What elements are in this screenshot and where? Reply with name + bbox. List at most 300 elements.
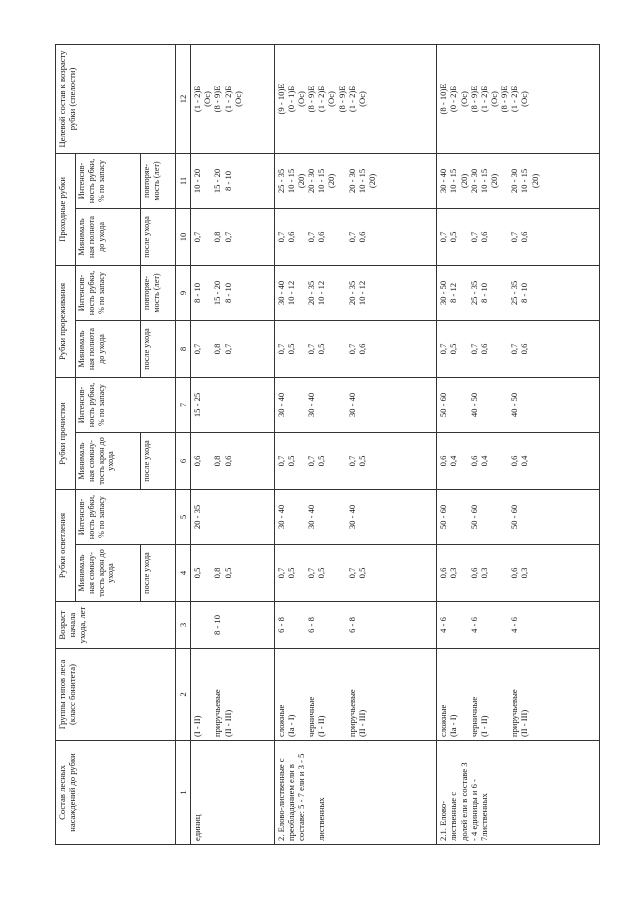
cell-line (316, 381, 326, 429)
cell-line: 0,6 (356, 343, 367, 355)
header-intensity: Интенсив- ность рубки, % по запасу (76, 265, 141, 320)
cell-line: 30 - 40 (346, 392, 357, 418)
cell-line: 20 - 35 (192, 504, 203, 530)
header-min-closure: Минималь ная сомкну- тость крон до ухода (76, 545, 141, 602)
cell-line: приручьевые (212, 689, 223, 737)
cell-line (489, 324, 499, 374)
cell-line (296, 269, 306, 317)
cell-line (337, 269, 347, 317)
cell-line: 4 - 6 (468, 617, 479, 633)
column-number: 2 (176, 649, 191, 741)
header-after: после ухода (141, 432, 176, 489)
cell-line (489, 605, 499, 645)
cell-line: 15 - 25 (192, 392, 203, 418)
cell-line: (II - III) (222, 709, 233, 737)
cell-line: (Ia - I) (448, 714, 459, 737)
cell-line: 0,7 (222, 343, 233, 355)
cell-line: 0,8 (212, 567, 223, 579)
cell-line: (20) (367, 173, 378, 189)
cell-line (499, 269, 509, 317)
column-number: 4 (176, 545, 191, 602)
table-cell-col5 (274, 489, 437, 544)
table-row (437, 44, 600, 844)
cell-line: черничные (306, 696, 317, 737)
cell-line: 0,5 (316, 455, 327, 467)
cell-line (326, 212, 336, 262)
cell-line: 30 - 40 (275, 280, 286, 306)
cell-line: 0,5 (222, 567, 233, 579)
cell-line: долей ели в составе 3 (458, 762, 469, 841)
cell-line: 0,7 (275, 231, 286, 243)
cell-line: 15 - 20 (212, 280, 223, 306)
cell-line: 0,7 (468, 343, 479, 355)
header-forest-type: Группы типов леса (класс бонитета) (56, 649, 176, 741)
cell-line: (20) (489, 173, 500, 189)
column-number: 11 (176, 153, 191, 208)
cell-line: 10 - 15 (285, 168, 296, 194)
table-cell-col4 (274, 545, 437, 602)
cell-line: 10 - 15 (519, 168, 530, 194)
cell-line: 25 - 35 (468, 280, 479, 306)
table-cell-col3 (274, 602, 437, 649)
cell-line: лиственные с (448, 791, 459, 841)
table-cell-col3 (437, 602, 600, 649)
table-cell-col11 (274, 153, 437, 208)
cell-line: (20) (326, 173, 337, 189)
cell-line (459, 605, 469, 645)
cell-line: 7лиственных (478, 793, 489, 841)
cell-line: черничные (468, 696, 479, 737)
column-number: 1 (176, 741, 191, 845)
cell-line (337, 324, 347, 374)
table-cell-col5 (437, 489, 600, 544)
cell-line: 0,7 (509, 343, 520, 355)
cell-line: 0,6 (438, 567, 449, 579)
cell-line: 0,6 (192, 455, 203, 467)
table-cell-col6 (191, 432, 275, 489)
cell-line (326, 605, 336, 645)
cell-line (202, 324, 212, 374)
table-cell-col10 (437, 208, 600, 265)
cell-line: (1 - 2)Б (346, 85, 357, 113)
cell-line: сложные (275, 704, 286, 737)
cell-line: 8 - 12 (448, 282, 459, 304)
header-prohodnye: Проходные рубки (56, 153, 76, 265)
cell-line: (1 - 2)Б (316, 85, 327, 113)
cell-line: 0,7 (438, 231, 449, 243)
table-cell-col8 (274, 320, 437, 377)
cell-line (296, 212, 306, 262)
header-target-composition: Целевой состав к возрасту рубки (спелости) (56, 44, 176, 153)
cell-line (296, 324, 306, 374)
cell-line: (Ос) (326, 91, 337, 107)
header-intensity: Интенсив- ность рубки, % по запасу (76, 153, 141, 208)
cell-line: 50 - 60 (438, 392, 449, 418)
cell-line: (1 - 2)Б (222, 85, 233, 113)
cell-line (489, 493, 499, 541)
table-cell-col6 (437, 432, 600, 489)
table-cell-col8 (191, 320, 275, 377)
cell-line: приручьевые (346, 689, 357, 737)
table-cell-col1 (437, 741, 600, 845)
cell-line: сложные (438, 704, 449, 737)
cell-line: (20) (529, 173, 540, 189)
cell-line: 2. Елово-лиственные с (275, 758, 286, 841)
cell-line (326, 436, 336, 486)
cell-line: 0,8 (212, 343, 223, 355)
cell-line: 0,5 (192, 567, 203, 579)
cell-line: (I - II) (478, 715, 489, 737)
cell-line: (Ос) (296, 91, 307, 107)
cell-line (202, 212, 212, 262)
cell-line (202, 157, 212, 205)
cell-line: приручьевые (509, 689, 520, 737)
cell-line: 0,6 (478, 343, 489, 355)
cell-line: (1 - 2)Б (509, 85, 520, 113)
table-cell-col7 (191, 377, 275, 432)
cell-line: 0,7 (306, 455, 317, 467)
cell-line (286, 605, 296, 645)
cell-line: 0,5 (356, 455, 367, 467)
cell-line (489, 381, 499, 429)
cell-line: (Ос) (356, 91, 367, 107)
cell-line (479, 493, 489, 541)
cell-line: 20 - 30 (509, 168, 520, 194)
cell-line: 0,7 (509, 231, 520, 243)
cell-line (296, 548, 306, 598)
cell-line (489, 548, 499, 598)
cell-line: 0,7 (306, 231, 317, 243)
column-number: 6 (176, 432, 191, 489)
cell-line (296, 605, 306, 645)
cell-line: 0,5 (448, 231, 459, 243)
cell-line: 0,7 (306, 343, 317, 355)
cell-line (499, 212, 509, 262)
cell-line: 0,3 (448, 567, 459, 579)
cell-line: 0,5 (316, 343, 327, 355)
cell-line: 0,7 (306, 567, 317, 579)
cell-line: 0,5 (285, 343, 296, 355)
cell-line: 0,7 (222, 231, 233, 243)
table-cell-col9 (437, 265, 600, 320)
column-number: 9 (176, 265, 191, 320)
cell-line: 20 - 30 (306, 168, 317, 194)
cell-line: 30 - 40 (275, 392, 286, 418)
cell-line: 8 - 10 (478, 282, 489, 304)
cell-line (459, 269, 469, 317)
cell-line: 0,5 (285, 567, 296, 579)
cell-line (448, 605, 458, 645)
cell-line (326, 381, 336, 429)
cell-line: (8 - 9)Е (336, 85, 347, 113)
cell-line (296, 381, 306, 429)
table-cell-col1 (191, 741, 275, 845)
cell-line: 0,7 (192, 231, 203, 243)
table-cell-col6 (274, 432, 437, 489)
cell-line: 0,6 (285, 231, 296, 243)
cell-line (499, 652, 509, 737)
table-cell-col11 (437, 153, 600, 208)
table-cell-col10 (274, 208, 437, 265)
cell-line (202, 548, 212, 598)
cell-line: 0,7 (346, 231, 357, 243)
cell-line: (8 - 9)Е (212, 85, 223, 113)
cell-line (337, 548, 347, 598)
cell-line: 10 - 15 (448, 168, 459, 194)
cell-line (499, 493, 509, 541)
cell-line: 0,7 (346, 343, 357, 355)
cell-line: 4 - 6 (509, 617, 520, 633)
table-cell-col10 (191, 208, 275, 265)
cell-line: 10 - 12 (356, 280, 367, 306)
cell-line: 2.1. Елово- (438, 800, 449, 841)
cell-line: 6 - 8 (346, 617, 357, 633)
cell-line (202, 269, 212, 317)
header-after: после ухода (141, 320, 176, 377)
cell-line (337, 157, 347, 205)
cell-line: единиц (192, 814, 203, 841)
cell-line: 0,7 (346, 567, 357, 579)
cell-line (337, 605, 347, 645)
cell-line: 8 - 10 (192, 282, 203, 304)
cell-line: 8 - 10 (519, 282, 530, 304)
table-cell-col5 (191, 489, 275, 544)
table-cell-col1 (274, 741, 437, 845)
cell-line (479, 605, 489, 645)
table-cell-col3 (191, 602, 275, 649)
cell-line (296, 436, 306, 486)
cell-line: 30 - 40 (306, 392, 317, 418)
cell-line: 30 - 40 (306, 504, 317, 530)
cell-line: 20 - 30 (468, 168, 479, 194)
cell-line (286, 493, 296, 541)
table-cell-col12 (191, 44, 275, 153)
cell-line: (Ос) (519, 91, 530, 107)
header-min-density: Минималь ная полнота до ухода (76, 208, 141, 265)
cell-line: (0 - 2)Б (448, 85, 459, 113)
cell-line (337, 652, 347, 737)
cell-line (306, 744, 316, 841)
cell-line: 0,4 (478, 455, 489, 467)
cell-line (448, 493, 458, 541)
table-cell-col9 (191, 265, 275, 320)
column-number-row (176, 44, 191, 844)
header-min-density: Минималь ная полнота до ухода (76, 320, 141, 377)
cell-line (337, 493, 347, 541)
cell-line: 10 - 20 (192, 168, 203, 194)
cell-line (459, 548, 469, 598)
column-number: 3 (176, 602, 191, 649)
header-repeat: повторяе- мость (лет) (141, 265, 176, 320)
table-cell-col7 (437, 377, 600, 432)
cell-line: 8 - 10 (212, 614, 223, 636)
column-number: 8 (176, 320, 191, 377)
cell-line: 0,5 (356, 567, 367, 579)
thinning-table (55, 44, 600, 845)
cell-line (326, 269, 336, 317)
table-row (274, 44, 437, 844)
cell-line: 0,7 (468, 231, 479, 243)
cell-line: 0,7 (438, 343, 449, 355)
cell-line: 20 - 35 (346, 280, 357, 306)
cell-line: (I - II) (192, 715, 203, 737)
header-osvetlenie: Рубки осветления (56, 489, 76, 601)
cell-line: 40 - 50 (509, 392, 520, 418)
cell-line: 6 - 8 (306, 617, 317, 633)
cell-line: (1 - 2)Б (478, 85, 489, 113)
cell-line: 0,7 (346, 455, 357, 467)
cell-line: 0,6 (222, 455, 233, 467)
cell-line: 0,6 (509, 567, 520, 579)
header-prorezhivanie: Рубки прореживания (56, 265, 76, 377)
cell-line (489, 436, 499, 486)
cell-line: 40 - 50 (468, 392, 479, 418)
header-repeat: повторяе- мость (лет) (141, 153, 176, 208)
header-after: после ухода (141, 208, 176, 265)
cell-line: 25 - 35 (275, 168, 286, 194)
cell-line (337, 381, 347, 429)
cell-line (459, 212, 469, 262)
header-min-closure: Минималь ная сомкну- тость крон до ухода (76, 432, 141, 489)
table-cell-col4 (437, 545, 600, 602)
column-number: 7 (176, 377, 191, 432)
cell-line (337, 212, 347, 262)
cell-line: (II - III) (519, 709, 530, 737)
cell-line: 0,6 (468, 567, 479, 579)
cell-line (326, 652, 336, 737)
cell-line (448, 381, 458, 429)
cell-line: 0,8 (212, 455, 223, 467)
cell-line: (I - II) (316, 715, 327, 737)
cell-line (459, 493, 469, 541)
cell-line: 6 - 8 (275, 617, 286, 633)
cell-line (192, 605, 202, 645)
cell-line: 30 - 40 (346, 504, 357, 530)
header-composition: Состав лесных насаждений до рубки (56, 741, 176, 845)
cell-line: 0,7 (275, 455, 286, 467)
header-prochistka: Рубки прочистки (56, 377, 76, 489)
cell-line: (II - III) (356, 709, 367, 737)
cell-line: 30 - 50 (438, 280, 449, 306)
cell-line (202, 605, 212, 645)
table-cell-col12 (437, 44, 600, 153)
cell-line: 15 - 20 (212, 168, 223, 194)
cell-line: 0,6 (316, 231, 327, 243)
cell-line: (Ос) (202, 91, 213, 107)
cell-line: (1 - 2)Б (192, 85, 203, 113)
cell-line: 0,6 (438, 455, 449, 467)
cell-line: (20) (458, 173, 469, 189)
cell-line: 25 - 35 (509, 280, 520, 306)
cell-line (459, 652, 469, 737)
cell-line (499, 324, 509, 374)
cell-line: 8 - 10 (222, 282, 233, 304)
cell-line: 0,6 (478, 231, 489, 243)
cell-line (499, 436, 509, 486)
header-row-1 (56, 44, 76, 844)
cell-line: 50 - 60 (509, 504, 520, 530)
cell-line (499, 381, 509, 429)
cell-line (489, 652, 499, 737)
cell-line: 10 - 12 (316, 280, 327, 306)
cell-line (489, 212, 499, 262)
cell-line (479, 381, 489, 429)
cell-line: 0,6 (519, 343, 530, 355)
cell-line (316, 605, 326, 645)
cell-line (326, 493, 336, 541)
cell-line: 0,4 (448, 455, 459, 467)
cell-line (459, 436, 469, 486)
cell-line (296, 652, 306, 737)
cell-line: (8 - 9)Е (306, 85, 317, 113)
cell-line: 0,7 (275, 343, 286, 355)
cell-line (459, 381, 469, 429)
cell-line (326, 324, 336, 374)
cell-line (499, 605, 509, 645)
cell-line: составе: 5 - 7 ели и 3 - 5 (296, 753, 307, 841)
table-cell-col7 (274, 377, 437, 432)
table-cell-col2 (437, 649, 600, 741)
cell-line: 0,5 (285, 455, 296, 467)
cell-line: 50 - 60 (438, 504, 449, 530)
cell-line (326, 548, 336, 598)
cell-line: 8 - 10 (222, 170, 233, 191)
cell-line: 50 - 60 (468, 504, 479, 530)
cell-line: (0 - 1)Б (285, 85, 296, 113)
cell-line (286, 381, 296, 429)
cell-line: (Ос) (232, 91, 243, 107)
cell-line: 10 - 12 (285, 280, 296, 306)
header-intensity: Интенсив- ность рубки, % по запасу (76, 489, 176, 544)
cell-line: (8 - 9)Е (468, 85, 479, 113)
cell-line (202, 436, 212, 486)
cell-line: 0,6 (468, 455, 479, 467)
rotated-page (55, 45, 600, 845)
column-number: 5 (176, 489, 191, 544)
cell-line: 20 - 30 (346, 168, 357, 194)
table-cell-col12 (274, 44, 437, 153)
cell-line: 0,6 (356, 231, 367, 243)
header-after: после ухода (141, 545, 176, 602)
cell-line: 0,8 (212, 231, 223, 243)
cell-line: (9 - 10)Е (275, 83, 286, 115)
table-cell-col2 (274, 649, 437, 741)
cell-line: - 4 единицы и 6 - (468, 779, 479, 841)
cell-line: 0,6 (519, 231, 530, 243)
cell-line: 30 - 40 (275, 504, 286, 530)
header-start-age: Возраст начала ухода, лет (56, 602, 176, 649)
cell-line: лиственных (316, 797, 327, 841)
cell-line: 4 - 6 (438, 617, 449, 633)
column-number: 10 (176, 208, 191, 265)
cell-line: 0,6 (509, 455, 520, 467)
cell-line (499, 548, 509, 598)
cell-line: 0,7 (192, 343, 203, 355)
cell-line: 0,3 (519, 567, 530, 579)
cell-line: 0,7 (275, 567, 286, 579)
header-intensity: Интенсив- ность рубки, % по запасу (76, 377, 176, 432)
table-cell-col9 (274, 265, 437, 320)
cell-line: (Ос) (489, 91, 500, 107)
table-row (191, 44, 275, 844)
cell-line: 0,5 (448, 343, 459, 355)
cell-line: 0,5 (316, 567, 327, 579)
cell-line: (Ia - I) (285, 714, 296, 737)
cell-line (499, 157, 509, 205)
table-cell-col4 (191, 545, 275, 602)
cell-line (296, 493, 306, 541)
cell-line: 30 - 40 (438, 168, 449, 194)
